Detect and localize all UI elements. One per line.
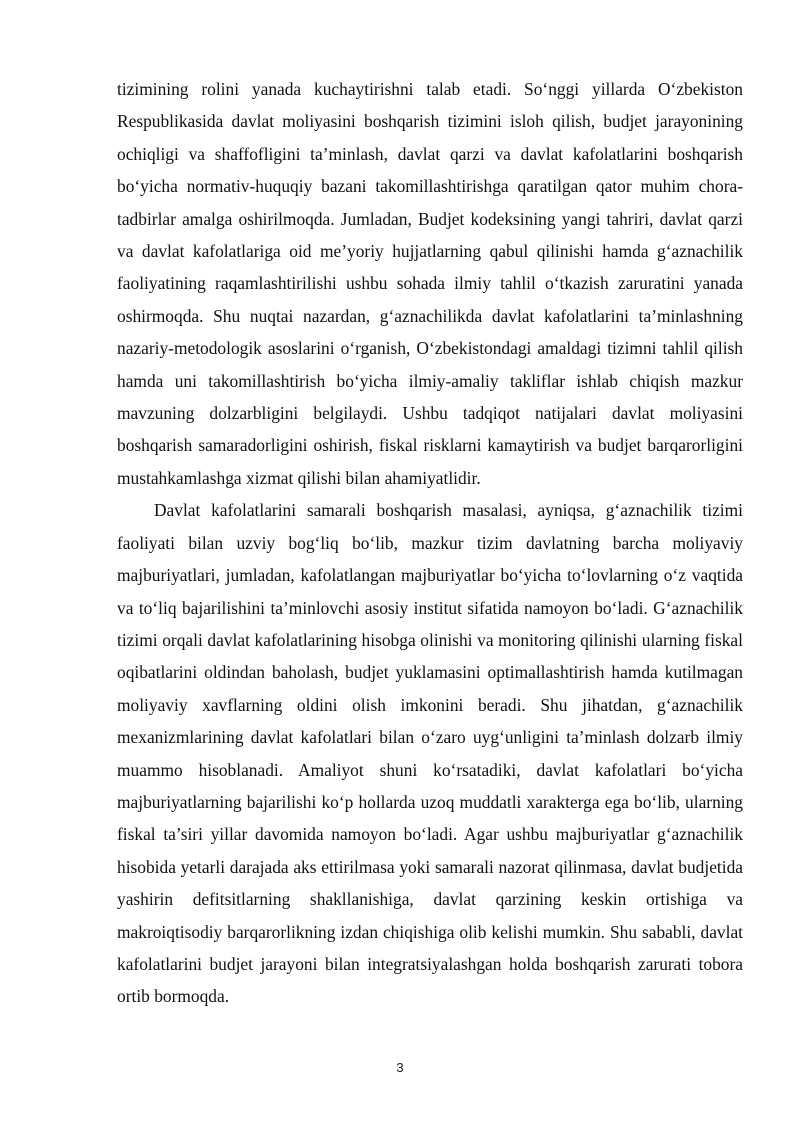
paragraph-continuation: tizimining rolini yanada kuchaytirishni talab etadi. So‘nggi yillarda O‘zbekiston Respublikasida davlat moliyasini boshqarish tizimini isloh qilish, budjet jarayonining ochiqligi va shaffofligini ta’minlash, davlat qarzi va davlat kafolatlarini boshqarish bo‘yicha normativ-huquqiy bazani takomillashtirishga qaratilgan qator muhim chora-tadbirlar amalga oshirilmoqda. Jumladan, Budjet kodeksining yangi tahriri, davlat qarzi va davlat kafolatlariga oid me’yoriy hujjatlarning qabul qilinishi hamda g‘aznachilik faoliyatining raqamlashtirilishi ushbu sohada ilmiy tahlil o‘tkazish zaruratini yanada oshirmoqda. Shu nuqtai nazardan, g‘aznachilikda davlat kafolatlarini ta’minlashning nazariy-metodologik asoslarini o‘rganish, O‘zbekistondagi amaldagi tizimni tahlil qilish hamda uni takomillashtirish bo‘yicha ilmiy-amaliy takliflar ishlab chiqish mazkur mavzuning dolzarbligini belgilaydi. Ushbu tadqiqot natijalari davlat moliyasini boshqarish samaradorligini oshirish, fiskal risklarni kamaytirish va budjet barqarorligini mustahkamlashga xizmat qilishi bilan ahamiyatlidir.: [117, 79, 743, 488]
page-number: 3: [396, 1060, 404, 1075]
paragraph: Davlat kafolatlarini samarali boshqarish masalasi, ayniqsa, g‘aznachilik tizimi faoliyati bilan uzviy bog‘liq bo‘lib, mazkur tizim davlatning barcha moliyaviy majburiyatlari, jumladan, kafolatlangan majburiyatlar bo‘yicha to‘lovlarning o‘z vaqtida va to‘liq bajarilishini ta’minlovchi asosiy institut sifatida namoyon bo‘ladi. G‘aznachilik tizimi orqali davlat kafolatlarining hisobga olinishi va monitoring qilinishi ularning fiskal oqibatlarini oldindan baholash, budjet yuklamasini optimallashtirish hamda kutilmagan moliyaviy xavflarning oldini olish imkonini beradi. Shu jihatdan, g‘aznachilik mexanizmlarining davlat kafolatlari bilan o‘zaro uyg‘unligini ta’minlash dolzarb ilmiy muammo hisoblanadi. Amaliyot shuni ko‘rsatadiki, davlat kafolatlari bo‘yicha majburiyatlarning bajarilishi ko‘p hollarda uzoq muddatli xarakterga ega bo‘lib, ularning fiskal ta’siri yillar davomida namoyon bo‘ladi. Agar ushbu majburiyatlar g‘aznachilik hisobida yetarli darajada aks ettirilmasa yoki samarali nazorat qilinmasa, davlat budjetida yashirin defitsitlarning shakllanishiga, davlat qarzining keskin ortishiga va makroiqtisodiy barqarorlikning izdan chiqishiga olib kelishi mumkin. Shu sababli, davlat kafolatlarini budjet jarayoni bilan integratsiyalashgan holda boshqarish zarurati tobora ortib bormoqda.: [117, 500, 743, 1007]
body-text: [117, 73, 743, 1013]
